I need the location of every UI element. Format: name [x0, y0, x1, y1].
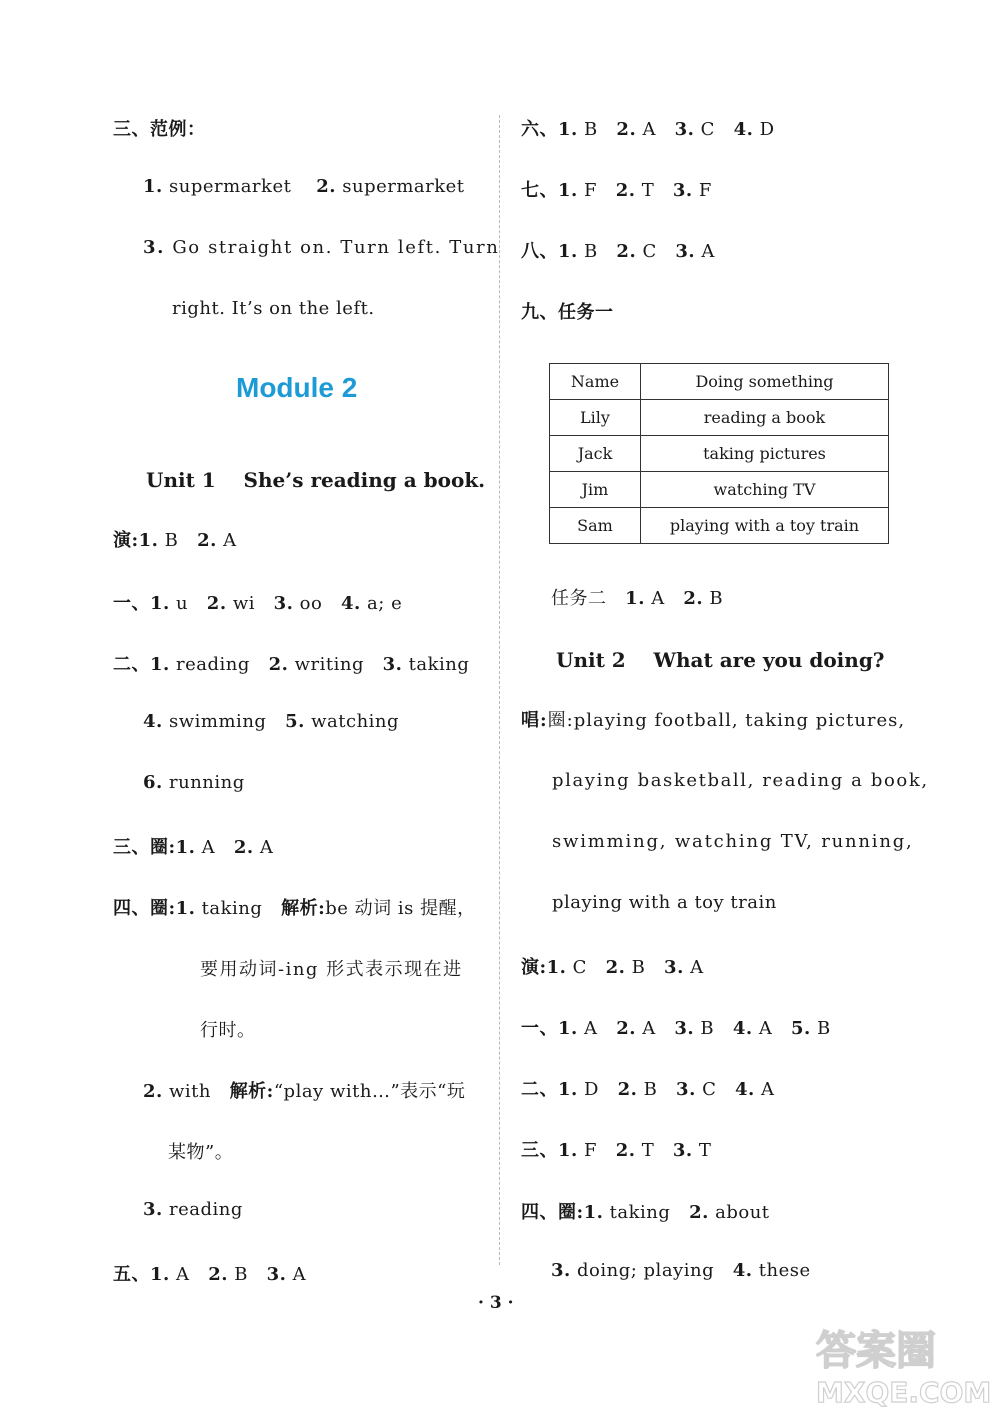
table-row: [550, 400, 889, 436]
answer-line: 八、1. B 2. C 3. A: [521, 241, 715, 262]
table-row: [550, 436, 889, 472]
answer-line: playing with a toy train: [552, 892, 777, 913]
answer-line: swimming, watching TV, running,: [552, 831, 914, 852]
table-cell: playing with a toy train: [641, 508, 889, 544]
table-header-cell: Doing something: [641, 364, 889, 400]
page-number: · 3 ·: [478, 1293, 514, 1313]
watermark-logo: [812, 1320, 990, 1408]
answer-line: 2. with 解析:“play with…”表示“玩: [143, 1081, 466, 1102]
explanation-line: 某物”。: [168, 1142, 234, 1163]
answer-line: 四、圈:1. taking 解析:be 动词 is 提醒，: [113, 898, 476, 919]
answer-line: 4. swimming 5. watching: [143, 711, 400, 732]
answer-line: 四、圈:1. taking 2. about: [521, 1202, 770, 1223]
answer-line: 任务二 1. A 2. B: [551, 588, 724, 609]
answer-line: 唱:圈:playing football, taking pictures,: [521, 710, 906, 731]
explanation-line: 要用动词-ing 形式表示现在进: [200, 959, 463, 980]
table-header-row: [550, 364, 889, 400]
table-cell: taking pictures: [641, 436, 889, 472]
unit-2-title: Unit 2 What are you doing?: [556, 648, 885, 672]
table-row: [550, 472, 889, 508]
answer-line: 6. running: [143, 772, 245, 793]
table-cell: Sam: [550, 508, 641, 544]
table-header-cell: Name: [550, 364, 641, 400]
answer-line: 五、1. A 2. B 3. A: [113, 1264, 307, 1285]
answer-line: 1. supermarket 2. supermarket: [143, 176, 465, 197]
column-divider: [499, 115, 500, 1265]
answer-line: 演:1. C 2. B 3. A: [521, 957, 704, 978]
answer-line: 3. Go straight on. Turn left. Turn: [143, 237, 500, 258]
answer-line: 三、1. F 2. T 3. T: [521, 1140, 712, 1161]
table-cell: watching TV: [641, 472, 889, 508]
answer-line: right. It’s on the left.: [172, 298, 375, 319]
answer-line: 3. reading: [143, 1199, 243, 1220]
answer-line: 二、1. D 2. B 3. C 4. A: [521, 1079, 775, 1100]
section-9-label: 九、任务一: [521, 302, 614, 323]
table-cell: Jim: [550, 472, 641, 508]
answer-line: 六、1. B 2. A 3. C 4. D: [521, 119, 775, 140]
table-row: [550, 508, 889, 544]
answer-line: playing basketball, reading a book,: [552, 770, 929, 791]
table-cell: Jack: [550, 436, 641, 472]
watermark-site: MXQE.COM: [816, 1376, 990, 1408]
unit-1-title: Unit 1 She’s reading a book.: [146, 468, 486, 492]
answer-line: 三、圈:1. A 2. A: [113, 837, 274, 858]
table-cell: Lily: [550, 400, 641, 436]
watermark-icon: [812, 1320, 990, 1408]
task-table: [549, 363, 889, 544]
watermark-text: 答案圈: [816, 1328, 936, 1374]
section-3-label: 三、范例：: [113, 119, 206, 140]
answer-line: 一、1. A 2. A 3. B 4. A 5. B: [521, 1018, 831, 1039]
explanation-line: 行时。: [200, 1020, 256, 1041]
answer-line: 二、1. reading 2. writing 3. taking: [113, 654, 470, 675]
answer-line: 演:1. B 2. A: [113, 530, 237, 551]
answer-line: 七、1. F 2. T 3. F: [521, 180, 712, 201]
answer-line: 一、1. u 2. wi 3. oo 4. a; e: [113, 593, 403, 614]
table-cell: reading a book: [641, 400, 889, 436]
answer-line: 3. doing; playing 4. these: [551, 1260, 811, 1281]
module-title: Module 2: [236, 372, 358, 403]
